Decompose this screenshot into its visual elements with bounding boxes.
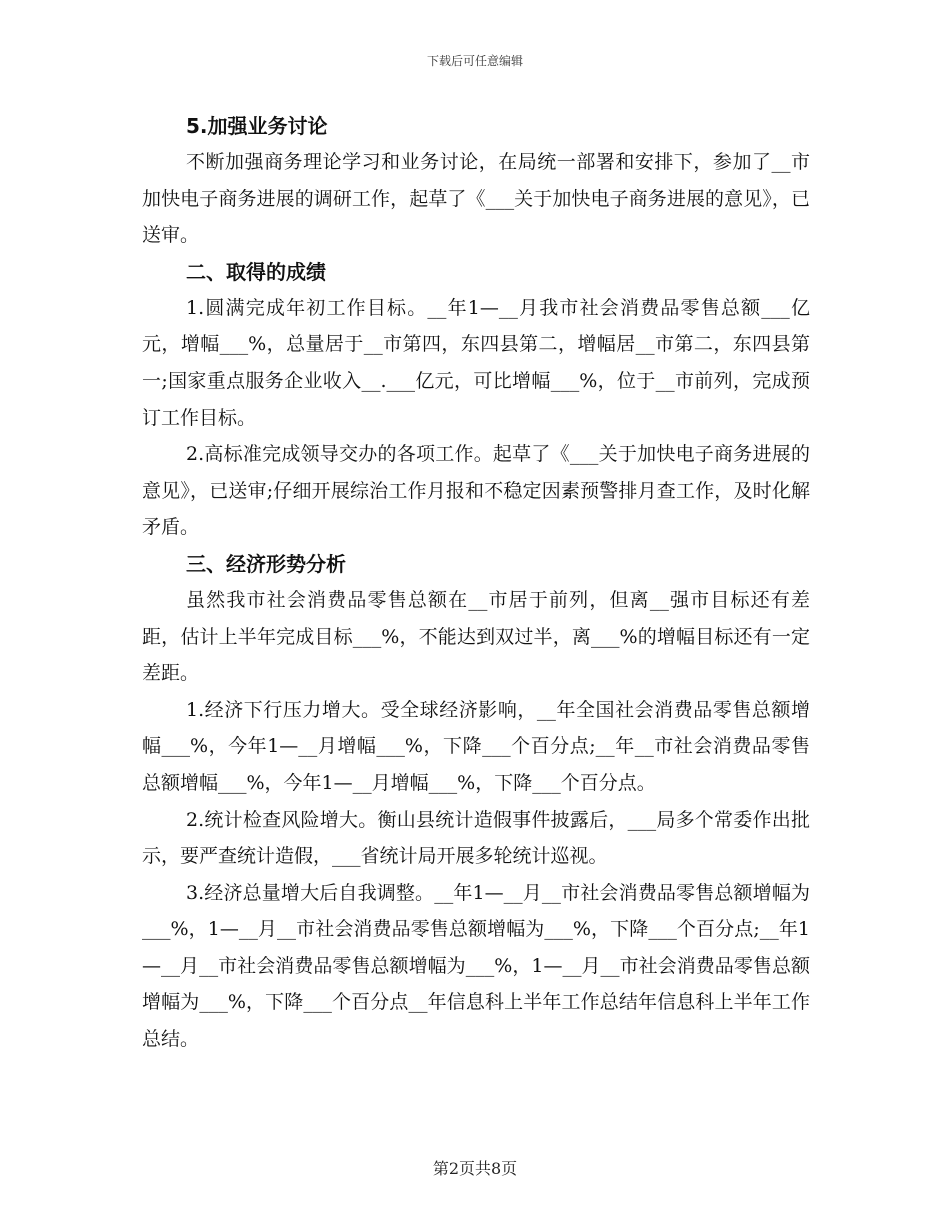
document-body bbox=[142, 108, 810, 1058]
section-heading-economic-analysis: 三、经济形势分析 bbox=[186, 551, 346, 576]
section-heading-achievements: 二、取得的成绩 bbox=[186, 259, 326, 284]
paragraph-downward-pressure: 1.经济下行压力增大。受全球经济影响，__年全国社会消费品零售总额增幅___%，今年1—__月增幅___%，下降___个百分点;__年__市社会消费品零售总额增幅___%，今年1—__月增幅___%，下降___个百分点。 bbox=[142, 698, 810, 794]
paragraph-statistics-risk: 2.统计检查风险增大。衡山县统计造假事件披露后，___局多个常委作出批示，要严查统计造假，___省统计局开展多轮统计巡视。 bbox=[142, 808, 810, 868]
paragraph-assigned-tasks: 2.高标准完成领导交办的各项工作。起草了《___关于加快电子商务进展的意见》，已送审;仔细开展综治工作月报和不稳定因素预警排月查工作，及时化解矛盾。 bbox=[142, 443, 810, 539]
paragraph-self-adjustment: 3.经济总量增大后自我调整。__年1—__月__市社会消费品零售总额增幅为___%，1—__月__市社会消费品零售总额增幅为___%，下降___个百分点;__年1—__月__市社会消费品零售总额增幅为___%，1—__月__市社会消费品零售总额增幅为___%，下降___个百分点__年信息科上半年工作总结年信息科上半年工作总结。 bbox=[142, 881, 810, 1051]
section-heading-business-discussion: 5.加强业务讨论 bbox=[186, 114, 328, 138]
page-number: 第2页共8页 bbox=[432, 1159, 518, 1178]
page-header: 下载后可任意编辑 bbox=[426, 54, 523, 68]
paragraph-annual-goal: 1.圆满完成年初工作目标。__年1—__月我市社会消费品零售总额___亿元，增幅___%，总量居于__市第四，东四县第二，增幅居__市第二，东四县第一;国家重点服务企业收入__.___亿元，可比增幅___%，位于__市前列，完成预订工作目标。 bbox=[142, 296, 810, 429]
paragraph-analysis-intro: 虽然我市社会消费品零售总额在__市居于前列，但离__强市目标还有差距，估计上半年完成目标___%，不能达到双过半，离___%的增幅目标还有一定差距。 bbox=[142, 588, 810, 685]
paragraph-business-discussion: 不断加强商务理论学习和业务讨论，在局统一部署和安排下，参加了__市加快电子商务进展的调研工作，起草了《___关于加快电子商务进展的意见》，已送审。 bbox=[142, 151, 810, 247]
